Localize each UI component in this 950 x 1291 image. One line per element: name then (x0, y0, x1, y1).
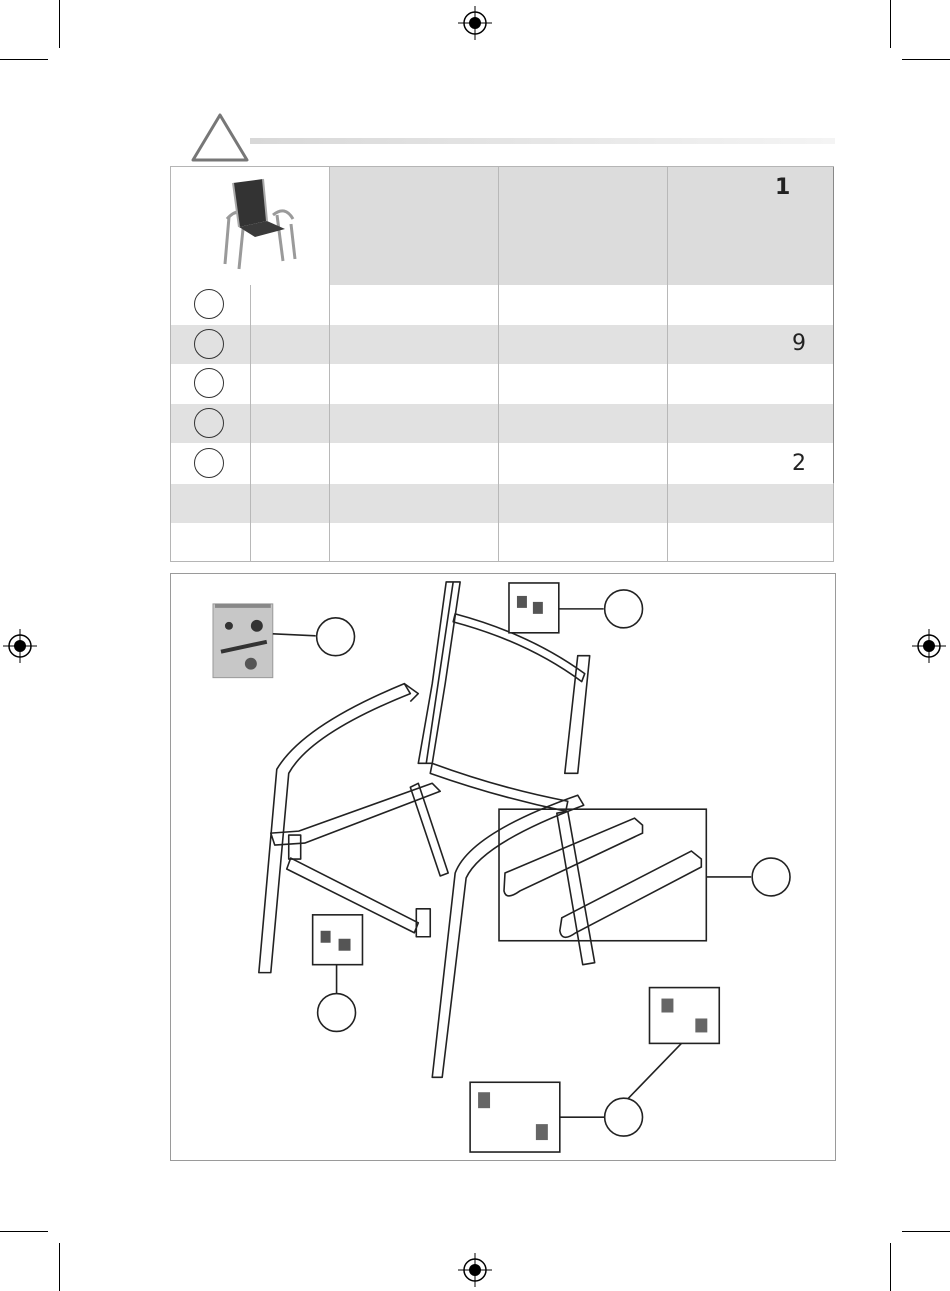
table-divider (498, 167, 499, 561)
part-circle (194, 368, 224, 398)
parts-table (170, 166, 834, 562)
table-divider (329, 167, 330, 561)
part-circle (194, 289, 224, 319)
table-row (171, 484, 833, 523)
table-row-rule (171, 285, 172, 286)
assembly-diagram (170, 573, 836, 1161)
warning-triangle-icon (190, 112, 250, 164)
table-row (171, 325, 833, 364)
part-circle (194, 448, 224, 478)
table-row (171, 404, 833, 443)
crop-mark-top-left-h (0, 59, 48, 60)
registration-mark-icon (458, 1253, 492, 1287)
registration-mark-icon (458, 6, 492, 40)
registration-mark-icon (912, 629, 946, 663)
crop-mark-bottom-left-v (59, 1243, 60, 1291)
crop-mark-top-right-v (890, 0, 891, 48)
registration-mark-icon (3, 629, 37, 663)
row-quantity: 2 (792, 451, 806, 476)
table-divider (250, 285, 251, 561)
part-circle (194, 408, 224, 438)
crop-mark-top-right-h (902, 59, 950, 60)
table-header-shade (330, 167, 833, 285)
part-circle (194, 329, 224, 359)
crop-mark-bottom-right-v (890, 1243, 891, 1291)
table-divider (667, 167, 668, 561)
table-divider (833, 167, 834, 483)
crop-mark-top-left-v (59, 0, 60, 48)
crop-mark-bottom-right-h (902, 1231, 950, 1232)
product-photo (173, 169, 328, 283)
quantity-header: 1 (775, 175, 791, 200)
header-rule (250, 138, 835, 144)
crop-mark-bottom-left-h (0, 1231, 48, 1232)
row-quantity: 9 (792, 331, 806, 356)
